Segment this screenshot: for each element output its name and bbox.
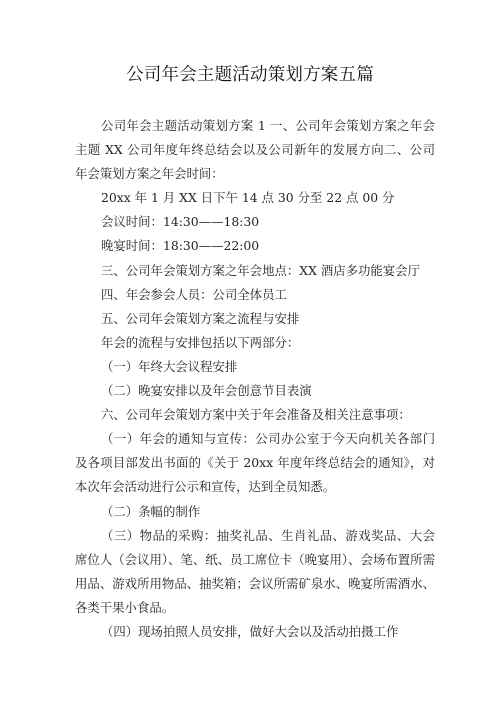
paragraph-agenda: （一）年终大会议程安排	[101, 358, 238, 374]
paragraph-photography: （四）现场拍照人员安排，做好大会以及活动拍摄工作	[101, 623, 399, 639]
paragraph-purchasing: （三）物品的采购：抽奖礼品、生肖礼品、游戏奖品、大会席位人（会议用）、笔、纸、员工席位卡（晚宴用）、会场布置所需用品、游戏所用物品、抽奖箱；会议所需矿泉水、晚宴所需酒水、各类干果小食品。	[75, 527, 435, 615]
paragraph-process-intro: 年会的流程与安排包括以下两部分：	[101, 334, 300, 350]
paragraph-venue: 三、公司年会策划方案之年会地点：XX 酒店多功能宴会厅	[101, 262, 420, 278]
paragraph-date: 20xx 年 1 月 XX 日下午 14 点 30 分至 22 点 00 分	[101, 190, 395, 206]
paragraph-intro: 公司年会主题活动策划方案 1 一、公司年会策划方案之年会主题 XX 公司年度年终总结会以及公司新年的发展方向二、公司年会策划方案之年会时间：	[75, 118, 435, 182]
document-title: 公司年会主题活动策划方案五篇	[126, 65, 374, 85]
paragraph-process-heading: 五、公司年会策划方案之流程与安排	[101, 310, 300, 326]
paragraph-preparation-heading: 六、公司年会策划方案中关于年会准备及相关注意事项：	[101, 407, 411, 423]
paragraph-banquet-program: （二）晚宴安排以及年会创意节目表演	[101, 383, 312, 399]
paragraph-meeting-time: 会议时间：14:30——18:30	[101, 214, 260, 230]
paragraph-banquet-time: 晚宴时间：18:30——22:00	[101, 238, 260, 254]
paragraph-banner: （二）条幅的制作	[101, 503, 201, 519]
paragraph-attendees: 四、年会参会人员：公司全体员工	[101, 286, 287, 302]
paragraph-notice: （一）年会的通知与宣传：公司办公室于今天向机关各部门及各项目部发出书面的《关于 20xx 年度年终总结会的通知》，对本次年会活动进行公示和宣传，达到全员知悉。	[75, 431, 435, 495]
document-body	[75, 114, 435, 644]
